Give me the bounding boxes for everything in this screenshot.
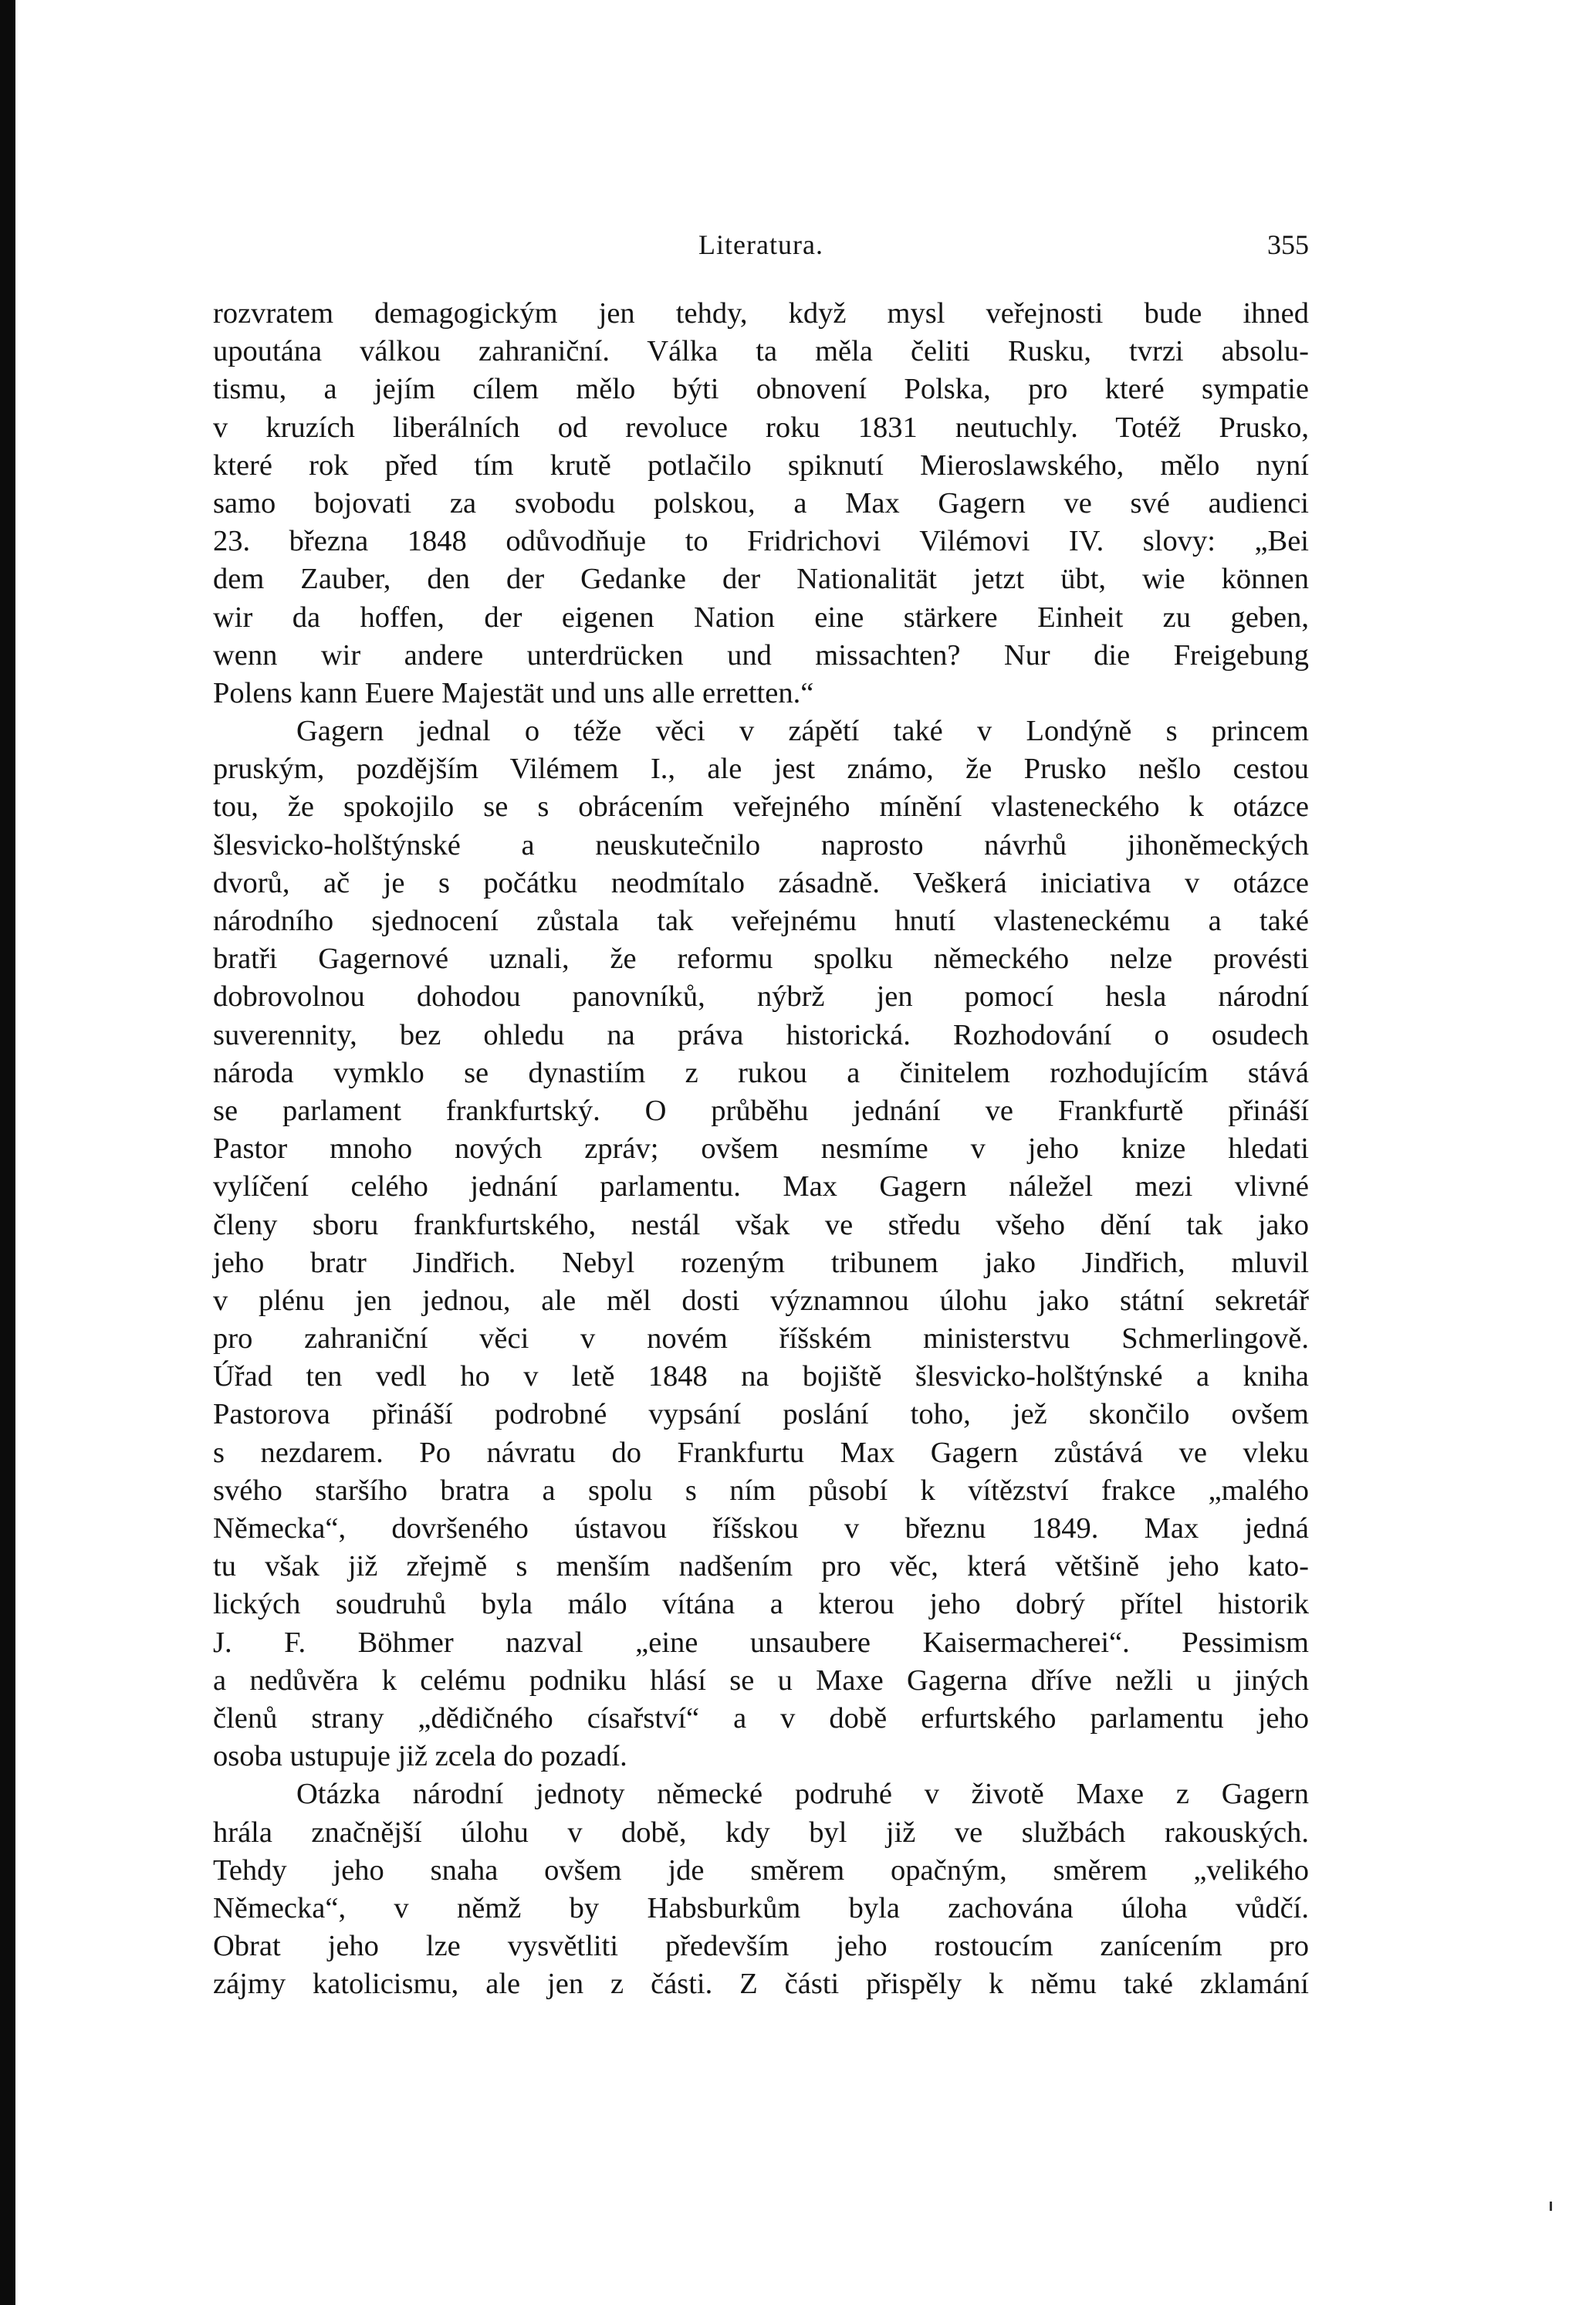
text-line: které rok před tím krutě potlačilo spiknutí Mieroslawského, mělo nyní: [213, 448, 1309, 482]
running-header: [213, 228, 1309, 266]
text-line: Úřad ten vedl ho v letě 1848 na bojiště šlesvicko-holštýnské a kniha: [213, 1360, 1309, 1393]
text-line: v plénu jen jednou, ale měl dosti významnou úlohu jako státní sekretář: [213, 1284, 1309, 1317]
text-line: a nedůvěra k celému podniku hlásí se u Maxe Gagerna dříve nežli u jiných: [213, 1664, 1309, 1697]
text-line: dvorů, ač je s počátku neodmítalo zásadně. Veškerá iniciativa v otázce: [213, 866, 1309, 899]
text-line: Německa“, dovršeného ústavou říšskou v březnu 1849. Max jedná: [213, 1512, 1309, 1545]
text-line: jeho bratr Jindřich. Nebyl rozeným tribunem jako Jindřich, mluvil: [213, 1246, 1309, 1279]
text-line: osoba ustupuje již zcela do pozadí.: [213, 1740, 627, 1773]
text-line: národního sjednocení zůstala tak veřejnému hnutí vlasteneckému a také: [213, 905, 1309, 937]
text-line: s nezdarem. Po návratu do Frankfurtu Max Gagern zůstává ve vleku: [213, 1436, 1309, 1469]
text-line: svého staršího bratra a spolu s ním působí k vítězství frakce „malého: [213, 1474, 1309, 1507]
body-text: [213, 295, 1309, 2003]
text-line: 23. března 1848 odůvodňuje to Fridrichovi Vilémovi IV. slovy: „Bei: [213, 525, 1309, 558]
text-line: Gagern jednal o téže věci v zápětí také v Londýně s princem: [296, 715, 1309, 748]
text-line: tou, že spokojilo se s obrácením veřejného mínění vlasteneckého k otázce: [213, 790, 1309, 824]
text-line: Pastorova přináší podrobné vypsání poslání toho, jež skončilo ovšem: [213, 1398, 1309, 1431]
text-line: pro zahraniční věci v novém říšském ministerstvu Schmerlingově.: [213, 1322, 1309, 1356]
text-line: Německa“, v němž by Habsburkům byla zachována úloha vůdčí.: [213, 1891, 1309, 1924]
text-line: Obrat jeho lze vysvětliti především jeho rostoucím zanícením pro: [213, 1930, 1309, 1963]
text-line: Tehdy jeho snaha ovšem jde směrem opačným, směrem „velikého: [213, 1853, 1309, 1887]
text-line: se parlament frankfurtský. O průběhu jednání ve Frankfurtě přináší: [213, 1094, 1309, 1127]
text-line: tu však již zřejmě s menším nadšením pro věc, která většině jeho kato-: [213, 1550, 1309, 1583]
text-line: upoutána válkou zahraniční. Válka ta měla čeliti Rusku, tvrzi absolu-: [213, 335, 1309, 368]
running-title: Literatura.: [698, 229, 823, 260]
text-line: bratři Gagernové uznali, že reformu spolku německého nelze provésti: [213, 943, 1309, 976]
text-line: zájmy katolicismu, ale jen z části. Z části přispěly k němu také zklamání: [213, 1968, 1309, 2001]
text-line: dobrovolnou dohodou panovníků, nýbrž jen pomocí hesla národní: [213, 980, 1309, 1014]
text-line: šlesvicko-holštýnské a neuskutečnilo naprosto návrhů jihoněmeckých: [213, 828, 1309, 861]
text-line: rozvratem demagogickým jen tehdy, když mysl veřejnosti bude ihned: [213, 297, 1309, 330]
text-line: národa vymklo se dynastiím z rukou a činitelem rozhodujícím stává: [213, 1056, 1309, 1089]
text-line: wenn wir andere unterdrücken und missachten? Nur die Freigebung: [213, 638, 1309, 672]
text-line: v kruzích liberálních od revoluce roku 1831 neutuchly. Totéž Prusko,: [213, 411, 1309, 444]
text-line: vylíčení celého jednání parlamentu. Max Gagern náležel mezi vlivné: [213, 1170, 1309, 1203]
text-line: Polens kann Euere Majestät und uns alle erretten.“: [213, 676, 814, 709]
text-line: lických soudruhů byla málo vítána a kterou jeho dobrý přítel historik: [213, 1588, 1309, 1621]
text-line: pruským, pozdějším Vilémem I., ale jest známo, že Prusko nešlo cestou: [213, 753, 1309, 786]
text-line: členy sboru frankfurtského, nestál však ve středu všeho dění tak jako: [213, 1208, 1309, 1241]
text-line: wir da hoffen, der eigenen Nation eine stärkere Einheit zu geben,: [213, 601, 1309, 634]
page-number: 355: [1267, 229, 1309, 260]
text-line: Otázka národní jednoty německé podruhé v životě Maxe z Gagern: [296, 1778, 1309, 1811]
text-line: dem Zauber, den der Gedanke der Nationalität jetzt übt, wie können: [213, 563, 1309, 596]
text-line: členů strany „dědičného císařství“ a v době erfurtského parlamentu jeho: [213, 1701, 1309, 1735]
text-line: samo bojovati za svobodu polskou, a Max Gagern ve své audienci: [213, 486, 1309, 520]
text-line: J. F. Böhmer nazval „eine unsaubere Kaisermacherei“. Pessimism: [213, 1626, 1309, 1659]
text-line: tismu, a jejím cílem mělo býti obnovení Polska, pro které sympatie: [213, 373, 1309, 406]
text-line: hrála značnější úlohu v době, kdy byl již ve službách rakouských.: [213, 1816, 1309, 1849]
scan-speck: [1550, 2202, 1552, 2211]
text-line: Pastor mnoho nových zpráv; ovšem nesmíme v jeho knize hledati: [213, 1132, 1309, 1166]
text-line: suverennity, bez ohledu na práva historická. Rozhodování o osudech: [213, 1018, 1309, 1051]
scan-border: [0, 0, 15, 2305]
